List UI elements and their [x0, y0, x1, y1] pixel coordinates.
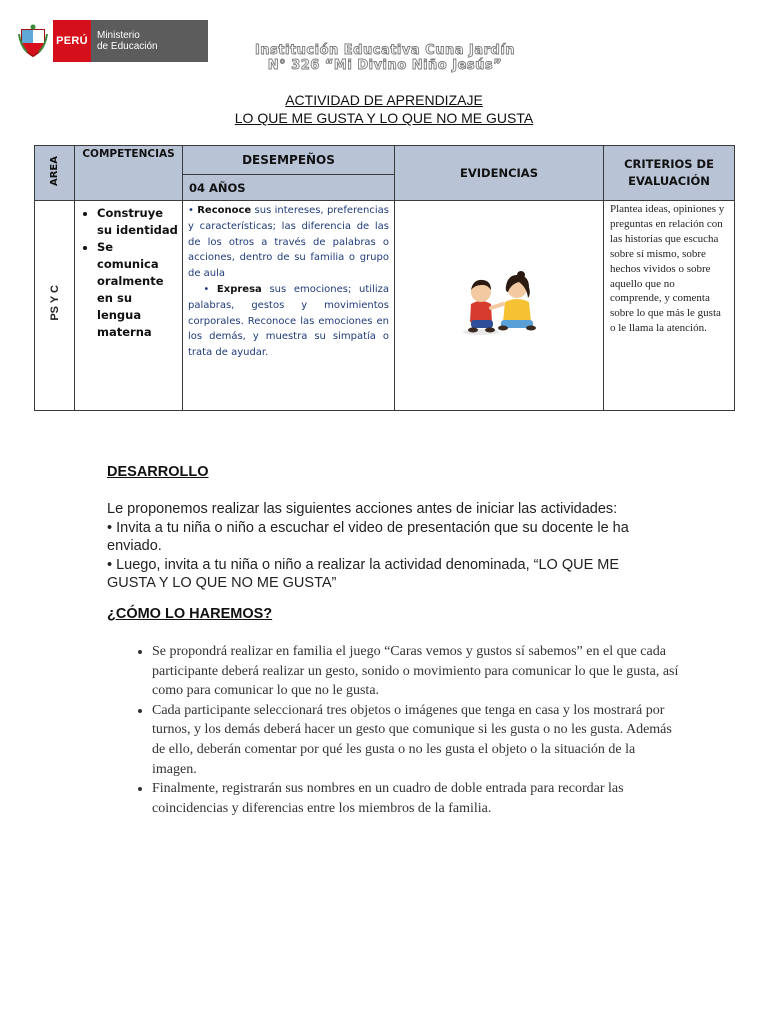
- ministry-label: [91, 20, 208, 62]
- como-item: • Cada participante seleccionará tres objetos o imágenes que tenga en casa y los mostrará por turnos, y los demás deberá hacer un gesto que comunique si les gusta o no les gusta. Además de ello, deberán comentar por qué les gusta o no les gusta el objeto o la situación de la imagen.: [152, 701, 682, 779]
- competencia-item: • Construye su identidad: [97, 205, 178, 239]
- competencia-item: • Se comunica oralmente en su lengua materna: [97, 239, 178, 341]
- desempenos-text: [183, 201, 394, 363]
- criterios-header: CRITERIOS DE EVALUACIÓN: [604, 146, 735, 201]
- desempenos-cell: [183, 201, 395, 411]
- criterios-text: Plantea ideas, opiniones y preguntas en relación con las historias que escucha sobre sí mismo, sobre hechos vividos o sobre aquello que no comprende, y comenta sobre lo que más le gusta o le llama la atención.: [610, 203, 725, 335]
- activity-subtitle: LO QUE ME GUSTA Y LO QUE NO ME GUSTA: [234, 110, 534, 126]
- evidencias-cell: [395, 201, 604, 411]
- desempeno-text: sus emociones; utiliza palabras, gestos y movimientos corporales. Reconoce las emociones en los demás, y muestra su simpatía o trata de ayudar.: [188, 283, 389, 359]
- como-list: [128, 642, 682, 818]
- competencias-cell: [75, 201, 183, 411]
- planning-table: [34, 145, 735, 411]
- competencias-list: [75, 201, 182, 341]
- desarrollo-intro: Le proponemos realizar las siguientes acciones antes de iniciar las actividades:: [107, 501, 618, 517]
- coat-of-arms-icon: [13, 20, 53, 62]
- evidencias-header: EVIDENCIAS: [395, 146, 604, 201]
- ministry-line1: Ministerio: [97, 30, 140, 41]
- peru-label: PERÚ: [53, 20, 91, 62]
- desempeno-verb: Expresa: [216, 283, 262, 295]
- desempeno-bullet: •: [203, 283, 217, 295]
- desarrollo-title: DESARROLLO: [107, 464, 209, 480]
- area-header: [35, 146, 75, 201]
- area-header-label: AREA: [49, 156, 60, 187]
- activity-title: ACTIVIDAD DE APRENDIZAJE: [285, 92, 483, 108]
- desempenos-header: DESEMPEÑOS: [183, 146, 395, 175]
- institution-name: [200, 43, 570, 73]
- como-item: • Se propondrá realizar en familia el juego “Caras vemos y gustos sí sabemos” en el que cada participante deberá realizar un gesto, sonido o movimiento para comunicar lo que le gusta, así como para comunicar lo que no le gusta.: [152, 642, 682, 701]
- desempeno-bullet: •: [188, 205, 198, 216]
- desarrollo-step: • Invita a tu niña o niño a escuchar el video de presentación que su docente le ha enviado.: [107, 519, 629, 554]
- institution-line1: Institución Educativa Cuna Jardín: [254, 43, 516, 58]
- ministry-logo: [13, 20, 208, 62]
- children-illustration: [459, 270, 539, 336]
- area-cell: [35, 201, 75, 411]
- age-header: 04 AÑOS: [183, 175, 395, 201]
- desarrollo-text: [107, 500, 667, 593]
- area-value: PS Y C: [48, 285, 61, 321]
- desempeno-verb: Reconoce: [197, 205, 252, 216]
- ministry-line2: de Educación: [97, 41, 158, 52]
- competencias-header: COMPETENCIAS: [75, 146, 183, 201]
- desempeno-text: sus intereses, preferencias y características; las diferencia de las de los otros a través de palabras o acciones, dentro de su familia o grupo de aula: [188, 205, 390, 280]
- institution-line2: N° 326 “Mi Divino Niño Jesús”: [267, 58, 503, 73]
- desarrollo-step: • Luego, invita a tu niña o niño a realizar la actividad denominada, “LO QUE ME GUSTA Y LO QUE NO ME GUSTA”: [107, 556, 620, 591]
- criterios-cell: [604, 201, 735, 411]
- como-title: ¿CÓMO LO HAREMOS?: [107, 606, 273, 622]
- como-item: • Finalmente, registrarán sus nombres en un cuadro de doble entrada para recordar las coincidencias y diferencias entre los miembros de la familia.: [152, 779, 682, 818]
